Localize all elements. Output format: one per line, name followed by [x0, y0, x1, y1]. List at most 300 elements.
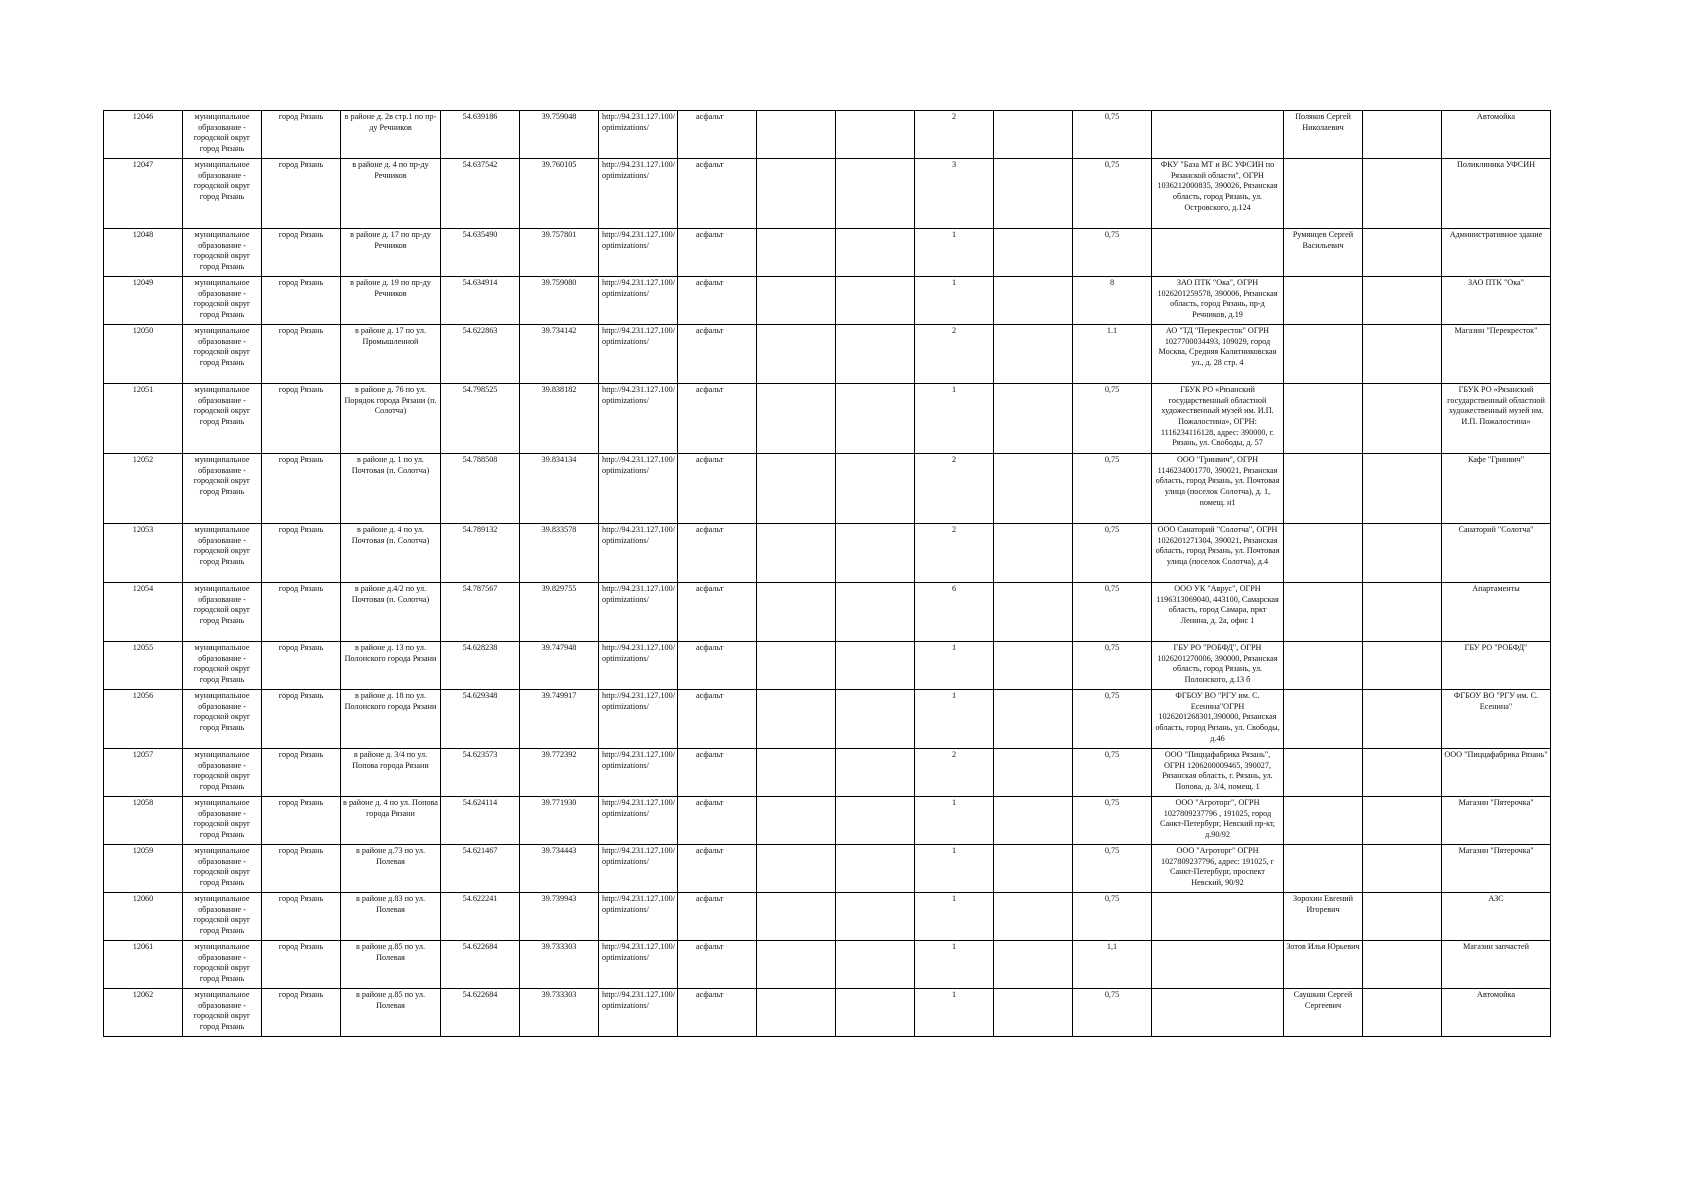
- owner-person-cell: [1284, 749, 1363, 797]
- surface-cell: асфальт: [678, 845, 757, 893]
- municipality-cell: муниципальное образование - городской округ город Рязань: [183, 384, 262, 454]
- longitude-cell: 39.757801: [520, 229, 599, 277]
- container-volume-cell: 0,75: [1073, 797, 1152, 845]
- owner-organization-cell: ООО Санаторий "Солотча", ОГРН 1026201271304, 390021, Рязанская область, город Рязань, ул. Почтовая улица (поселок Солотча), д.4: [1152, 524, 1284, 583]
- surface-cell: асфальт: [678, 690, 757, 749]
- owner-person-cell: [1284, 454, 1363, 524]
- location-cell: в районе д.85 по ул. Полевая: [341, 989, 441, 1037]
- container-volume-cell: 0,75: [1073, 583, 1152, 642]
- table-row: [104, 454, 1551, 524]
- empty-col-10-cell: [836, 797, 915, 845]
- surface-cell: асфальт: [678, 524, 757, 583]
- latitude-cell: 54.634914: [441, 277, 520, 325]
- latitude-cell: 54.622684: [441, 989, 520, 1037]
- empty-col-10-cell: [836, 583, 915, 642]
- municipality-cell: муниципальное образование - городской округ город Рязань: [183, 111, 262, 159]
- empty-col-10-cell: [836, 277, 915, 325]
- surface-cell: асфальт: [678, 893, 757, 941]
- container-volume-cell: 0,75: [1073, 642, 1152, 690]
- owner-person-cell: Румянцев Сергей Васильевич: [1284, 229, 1363, 277]
- container-volume-cell: 0,75: [1073, 893, 1152, 941]
- container-volume-cell: 0,75: [1073, 690, 1152, 749]
- table-row: [104, 583, 1551, 642]
- empty-col-12-cell: [994, 111, 1073, 159]
- container-count-cell: 3: [915, 159, 994, 229]
- latitude-cell: 54.628238: [441, 642, 520, 690]
- empty-col-10-cell: [836, 454, 915, 524]
- table-row: [104, 277, 1551, 325]
- container-volume-cell: 0,75: [1073, 989, 1152, 1037]
- container-count-cell: 1: [915, 989, 994, 1037]
- empty-col-10-cell: [836, 690, 915, 749]
- table-row: [104, 384, 1551, 454]
- surface-cell: асфальт: [678, 941, 757, 989]
- owner-organization-cell: ФКУ "База МТ и ВС УФСИН по Рязанской области", ОГРН 1036212000835, 390026, Рязанская область, город Рязань, ул. Островского, д.124: [1152, 159, 1284, 229]
- surface-cell: асфальт: [678, 277, 757, 325]
- owner-person-cell: [1284, 384, 1363, 454]
- city-cell: город Рязань: [262, 229, 341, 277]
- empty-col-9-cell: [757, 111, 836, 159]
- latitude-cell: 54.637542: [441, 159, 520, 229]
- container-volume-cell: 0,75: [1073, 524, 1152, 583]
- empty-col-10-cell: [836, 893, 915, 941]
- empty-col-9-cell: [757, 989, 836, 1037]
- table-row: [104, 845, 1551, 893]
- latitude-cell: 54.788508: [441, 454, 520, 524]
- map-link-cell[interactable]: http://94.231.127.100/optimizations/: [599, 583, 678, 642]
- empty-col-16-cell: [1363, 454, 1442, 524]
- location-cell: в районе д.73 по ул. Полевая: [341, 845, 441, 893]
- city-cell: город Рязань: [262, 583, 341, 642]
- longitude-cell: 39.829755: [520, 583, 599, 642]
- row-id-cell: 12048: [104, 229, 183, 277]
- container-volume-cell: 0,75: [1073, 229, 1152, 277]
- surface-cell: асфальт: [678, 797, 757, 845]
- empty-col-9-cell: [757, 941, 836, 989]
- empty-col-12-cell: [994, 325, 1073, 384]
- container-count-cell: 2: [915, 524, 994, 583]
- longitude-cell: 39.747948: [520, 642, 599, 690]
- location-cell: в районе д. 17 по пр-ду Речников: [341, 229, 441, 277]
- table-row: [104, 893, 1551, 941]
- owner-organization-cell: ООО УК "Аврус", ОГРН 1196313069040, 443100, Самарская область, город Самара, пркт Ленина, д. 2а, офис 1: [1152, 583, 1284, 642]
- map-link-cell[interactable]: http://94.231.127.100/optimizations/: [599, 159, 678, 229]
- longitude-cell: 39.833578: [520, 524, 599, 583]
- container-volume-cell: 0,75: [1073, 749, 1152, 797]
- map-link-cell[interactable]: http://94.231.127.100/optimizations/: [599, 749, 678, 797]
- location-cell: в районе д.4/2 по ул. Почтовая (п. Солотча): [341, 583, 441, 642]
- city-cell: город Рязань: [262, 159, 341, 229]
- location-cell: в районе д. 18 по ул. Полонского города Рязани: [341, 690, 441, 749]
- municipality-cell: муниципальное образование - городской округ город Рязань: [183, 583, 262, 642]
- empty-col-10-cell: [836, 749, 915, 797]
- owner-person-cell: Саушкин Сергей Сергеевич: [1284, 989, 1363, 1037]
- row-id-cell: 12057: [104, 749, 183, 797]
- owner-organization-cell: [1152, 989, 1284, 1037]
- empty-col-12-cell: [994, 384, 1073, 454]
- owner-person-cell: [1284, 642, 1363, 690]
- table-row: [104, 797, 1551, 845]
- empty-col-12-cell: [994, 749, 1073, 797]
- owner-person-cell: [1284, 690, 1363, 749]
- surface-cell: асфальт: [678, 989, 757, 1037]
- city-cell: город Рязань: [262, 797, 341, 845]
- empty-col-9-cell: [757, 583, 836, 642]
- empty-col-16-cell: [1363, 159, 1442, 229]
- owner-organization-cell: [1152, 893, 1284, 941]
- municipality-cell: муниципальное образование - городской округ город Рязань: [183, 642, 262, 690]
- municipality-cell: муниципальное образование - городской округ город Рязань: [183, 845, 262, 893]
- surface-cell: асфальт: [678, 111, 757, 159]
- municipality-cell: муниципальное образование - городской округ город Рязань: [183, 229, 262, 277]
- container-count-cell: 1: [915, 845, 994, 893]
- surface-cell: асфальт: [678, 159, 757, 229]
- city-cell: город Рязань: [262, 384, 341, 454]
- row-id-cell: 12051: [104, 384, 183, 454]
- city-cell: город Рязань: [262, 325, 341, 384]
- empty-col-10-cell: [836, 524, 915, 583]
- waste-source-cell: ЗАО ПТК "Ока": [1442, 277, 1551, 325]
- map-link-cell[interactable]: http://94.231.127.100/optimizations/: [599, 229, 678, 277]
- empty-col-10-cell: [836, 384, 915, 454]
- row-id-cell: 12060: [104, 893, 183, 941]
- row-id-cell: 12053: [104, 524, 183, 583]
- table-row: [104, 111, 1551, 159]
- owner-person-cell: [1284, 325, 1363, 384]
- location-cell: в районе д. 17 по ул. Промышленной: [341, 325, 441, 384]
- waste-source-cell: ФГБОУ ВО "РГУ им. С. Есенина": [1442, 690, 1551, 749]
- container-count-cell: 2: [915, 325, 994, 384]
- owner-organization-cell: [1152, 111, 1284, 159]
- longitude-cell: 39.734443: [520, 845, 599, 893]
- map-link-cell[interactable]: http://94.231.127.100/optimizations/: [599, 989, 678, 1037]
- municipality-cell: муниципальное образование - городской округ город Рязань: [183, 749, 262, 797]
- empty-col-10-cell: [836, 642, 915, 690]
- waste-source-cell: Автомойка: [1442, 989, 1551, 1037]
- owner-person-cell: [1284, 159, 1363, 229]
- table-row: [104, 690, 1551, 749]
- container-volume-cell: 8: [1073, 277, 1152, 325]
- container-volume-cell: 0,75: [1073, 454, 1152, 524]
- container-volume-cell: 0,75: [1073, 159, 1152, 229]
- container-count-cell: 6: [915, 583, 994, 642]
- empty-col-12-cell: [994, 941, 1073, 989]
- location-cell: в районе д. 4 по ул. Почтовая (п. Солотча): [341, 524, 441, 583]
- waste-source-cell: Санаторий "Солотча": [1442, 524, 1551, 583]
- empty-col-12-cell: [994, 989, 1073, 1037]
- container-count-cell: 1: [915, 384, 994, 454]
- waste-source-cell: ГБУК РО «Рязанский государственный областной художественный музей им. И.П. Пожалостина»: [1442, 384, 1551, 454]
- municipality-cell: муниципальное образование - городской округ город Рязань: [183, 277, 262, 325]
- location-cell: в районе д.83 по ул. Полевая: [341, 893, 441, 941]
- municipality-cell: муниципальное образование - городской округ город Рязань: [183, 893, 262, 941]
- map-link-cell[interactable]: http://94.231.127.100/optimizations/: [599, 642, 678, 690]
- table-row: [104, 325, 1551, 384]
- longitude-cell: 39.759080: [520, 277, 599, 325]
- table-row: [104, 229, 1551, 277]
- map-link-cell[interactable]: http://94.231.127.100/optimizations/: [599, 384, 678, 454]
- surface-cell: асфальт: [678, 749, 757, 797]
- table-row: [104, 749, 1551, 797]
- row-id-cell: 12058: [104, 797, 183, 845]
- empty-col-9-cell: [757, 325, 836, 384]
- owner-organization-cell: ООО "Гринвич", ОГРН 1146234001770, 390021, Рязанская область, город Рязань, ул. Почтовая улица (поселок Солотча), д. 1, помещ. н1: [1152, 454, 1284, 524]
- longitude-cell: 39.838182: [520, 384, 599, 454]
- container-count-cell: 2: [915, 749, 994, 797]
- owner-person-cell: [1284, 845, 1363, 893]
- latitude-cell: 54.798525: [441, 384, 520, 454]
- municipality-cell: муниципальное образование - городской округ город Рязань: [183, 941, 262, 989]
- empty-col-9-cell: [757, 642, 836, 690]
- surface-cell: асфальт: [678, 642, 757, 690]
- waste-source-cell: Апартаменты: [1442, 583, 1551, 642]
- owner-organization-cell: ООО "Агроторг" ОГРН 1027809237796, адрес: 191025, г Санкт-Петербург, проспект Невский, 90/92: [1152, 845, 1284, 893]
- table-row: [104, 159, 1551, 229]
- waste-source-cell: Магазин "Перекресток": [1442, 325, 1551, 384]
- city-cell: город Рязань: [262, 845, 341, 893]
- waste-source-cell: АЗС: [1442, 893, 1551, 941]
- table-row: [104, 524, 1551, 583]
- empty-col-12-cell: [994, 893, 1073, 941]
- longitude-cell: 39.734142: [520, 325, 599, 384]
- location-cell: в районе д. 2в стр.1 по пр-ду Речников: [341, 111, 441, 159]
- longitude-cell: 39.739943: [520, 893, 599, 941]
- empty-col-10-cell: [836, 159, 915, 229]
- row-id-cell: 12059: [104, 845, 183, 893]
- empty-col-12-cell: [994, 583, 1073, 642]
- surface-cell: асфальт: [678, 583, 757, 642]
- empty-col-12-cell: [994, 277, 1073, 325]
- waste-source-cell: Кафе "Гринвич": [1442, 454, 1551, 524]
- row-id-cell: 12050: [104, 325, 183, 384]
- empty-col-12-cell: [994, 159, 1073, 229]
- city-cell: город Рязань: [262, 893, 341, 941]
- empty-col-9-cell: [757, 893, 836, 941]
- city-cell: город Рязань: [262, 989, 341, 1037]
- latitude-cell: 54.623573: [441, 749, 520, 797]
- owner-organization-cell: ЗАО ПТК "Ока", ОГРН 1026201259578, 390006, Рязанская область, город Рязань, пр-д Речников, д.19: [1152, 277, 1284, 325]
- container-count-cell: 1: [915, 642, 994, 690]
- waste-source-cell: ГБУ РО "РОБФД": [1442, 642, 1551, 690]
- owner-organization-cell: ФГБОУ ВО "РГУ им. С. Есенина"ОГРН 1026201268301,390000, Рязанская область, город Рязань, ул. Свободы, д.46: [1152, 690, 1284, 749]
- municipality-cell: муниципальное образование - городской округ город Рязань: [183, 989, 262, 1037]
- waste-source-cell: Автомойка: [1442, 111, 1551, 159]
- location-cell: в районе д. 13 по ул. Полонского города Рязани: [341, 642, 441, 690]
- latitude-cell: 54.621467: [441, 845, 520, 893]
- owner-organization-cell: [1152, 941, 1284, 989]
- container-volume-cell: 1,1: [1073, 941, 1152, 989]
- surface-cell: асфальт: [678, 325, 757, 384]
- longitude-cell: 39.771930: [520, 797, 599, 845]
- empty-col-9-cell: [757, 384, 836, 454]
- row-id-cell: 12047: [104, 159, 183, 229]
- empty-col-16-cell: [1363, 111, 1442, 159]
- longitude-cell: 39.759048: [520, 111, 599, 159]
- empty-col-9-cell: [757, 277, 836, 325]
- row-id-cell: 12049: [104, 277, 183, 325]
- waste-source-cell: Административное здание: [1442, 229, 1551, 277]
- row-id-cell: 12056: [104, 690, 183, 749]
- municipality-cell: муниципальное образование - городской округ город Рязань: [183, 690, 262, 749]
- waste-source-cell: Магазин "Пятерочка": [1442, 845, 1551, 893]
- longitude-cell: 39.733303: [520, 941, 599, 989]
- map-link-cell[interactable]: http://94.231.127.100/optimizations/: [599, 277, 678, 325]
- container-count-cell: 1: [915, 941, 994, 989]
- container-count-cell: 2: [915, 454, 994, 524]
- owner-person-cell: [1284, 583, 1363, 642]
- empty-col-16-cell: [1363, 749, 1442, 797]
- empty-col-16-cell: [1363, 583, 1442, 642]
- empty-col-16-cell: [1363, 845, 1442, 893]
- empty-col-9-cell: [757, 229, 836, 277]
- latitude-cell: 54.639186: [441, 111, 520, 159]
- waste-source-cell: Поликлиника УФСИН: [1442, 159, 1551, 229]
- owner-organization-cell: ГБУК РО «Рязанский государственный областной художественный музей им. И.П. Пожалостина», ОГРН: 1116234116128, адрес: 390000, г. Рязань, ул. Свободы, д. 57: [1152, 384, 1284, 454]
- owner-person-cell: [1284, 524, 1363, 583]
- row-id-cell: 12052: [104, 454, 183, 524]
- empty-col-10-cell: [836, 229, 915, 277]
- empty-col-12-cell: [994, 454, 1073, 524]
- location-cell: в районе д. 4 по ул. Попова города Рязани: [341, 797, 441, 845]
- empty-col-16-cell: [1363, 524, 1442, 583]
- empty-col-16-cell: [1363, 797, 1442, 845]
- surface-cell: асфальт: [678, 229, 757, 277]
- location-cell: в районе д.85 по ул. Полевая: [341, 941, 441, 989]
- container-count-cell: 1: [915, 797, 994, 845]
- container-count-cell: 1: [915, 277, 994, 325]
- empty-col-10-cell: [836, 941, 915, 989]
- empty-col-10-cell: [836, 845, 915, 893]
- longitude-cell: 39.834134: [520, 454, 599, 524]
- waste-source-cell: ООО "Пиццафабрика Рязань": [1442, 749, 1551, 797]
- municipality-cell: муниципальное образование - городской округ город Рязань: [183, 325, 262, 384]
- location-cell: в районе д. 3/4 по ул. Попова города Рязани: [341, 749, 441, 797]
- empty-col-12-cell: [994, 690, 1073, 749]
- row-id-cell: 12061: [104, 941, 183, 989]
- latitude-cell: 54.635490: [441, 229, 520, 277]
- owner-person-cell: [1284, 797, 1363, 845]
- city-cell: город Рязань: [262, 454, 341, 524]
- city-cell: город Рязань: [262, 524, 341, 583]
- empty-col-9-cell: [757, 749, 836, 797]
- owner-organization-cell: [1152, 229, 1284, 277]
- latitude-cell: 54.789132: [441, 524, 520, 583]
- empty-col-16-cell: [1363, 325, 1442, 384]
- empty-col-16-cell: [1363, 893, 1442, 941]
- owner-organization-cell: АО "ТД "Перекресток" ОГРН 1027700034493, 109029, город Москва, Средняя Калитниковская ул., д. 28 стр. 4: [1152, 325, 1284, 384]
- empty-col-12-cell: [994, 524, 1073, 583]
- surface-cell: асфальт: [678, 384, 757, 454]
- empty-col-16-cell: [1363, 229, 1442, 277]
- municipality-cell: муниципальное образование - городской округ город Рязань: [183, 797, 262, 845]
- empty-col-16-cell: [1363, 941, 1442, 989]
- location-cell: в районе д. 1 по ул. Почтовая (п. Солотча): [341, 454, 441, 524]
- latitude-cell: 54.787567: [441, 583, 520, 642]
- owner-organization-cell: ООО "Агроторг", ОГРН 1027809237796 , 191025, город Санкт-Петербург, Невский пр-кт, д.90/92: [1152, 797, 1284, 845]
- owner-organization-cell: ООО "Пиццафабрика Рязань", ОГРН 1206200009465, 390027, Рязанская область, г. Рязань, ул. Попова, д. 3/4, помещ. 1: [1152, 749, 1284, 797]
- waste-source-cell: Магазин запчастей: [1442, 941, 1551, 989]
- empty-col-9-cell: [757, 797, 836, 845]
- container-count-cell: 1: [915, 229, 994, 277]
- container-count-cell: 1: [915, 690, 994, 749]
- empty-col-16-cell: [1363, 642, 1442, 690]
- empty-col-16-cell: [1363, 690, 1442, 749]
- empty-col-16-cell: [1363, 989, 1442, 1037]
- waste-source-cell: Магазин "Пятерочка": [1442, 797, 1551, 845]
- longitude-cell: 39.772392: [520, 749, 599, 797]
- row-id-cell: 12054: [104, 583, 183, 642]
- map-link-cell[interactable]: http://94.231.127.100/optimizations/: [599, 325, 678, 384]
- latitude-cell: 54.622684: [441, 941, 520, 989]
- row-id-cell: 12062: [104, 989, 183, 1037]
- map-link-cell[interactable]: http://94.231.127.100/optimizations/: [599, 524, 678, 583]
- owner-person-cell: Зотов Илья Юрьевич: [1284, 941, 1363, 989]
- municipality-cell: муниципальное образование - городской округ город Рязань: [183, 454, 262, 524]
- row-id-cell: 12055: [104, 642, 183, 690]
- city-cell: город Рязань: [262, 690, 341, 749]
- registry-table: [103, 110, 1551, 1037]
- longitude-cell: 39.749917: [520, 690, 599, 749]
- empty-col-12-cell: [994, 642, 1073, 690]
- location-cell: в районе д. 76 по ул. Порядок города Рязани (п. Солотча): [341, 384, 441, 454]
- city-cell: город Рязань: [262, 749, 341, 797]
- container-volume-cell: 0,75: [1073, 111, 1152, 159]
- container-volume-cell: 1.1: [1073, 325, 1152, 384]
- map-link-cell[interactable]: http://94.231.127.100/optimizations/: [599, 454, 678, 524]
- owner-person-cell: Поляков Сергей Николаевич: [1284, 111, 1363, 159]
- table-row: [104, 642, 1551, 690]
- container-volume-cell: 0,75: [1073, 384, 1152, 454]
- table-row: [104, 989, 1551, 1037]
- map-link-cell[interactable]: http://94.231.127.100/optimizations/: [599, 941, 678, 989]
- map-link-cell[interactable]: http://94.231.127.100/optimizations/: [599, 690, 678, 749]
- empty-col-9-cell: [757, 690, 836, 749]
- owner-organization-cell: ГБУ РО "РОБФД", ОГРН 1026201270006, 390000, Рязанская область, город Рязань, ул. Полонского, д.13 б: [1152, 642, 1284, 690]
- city-cell: город Рязань: [262, 277, 341, 325]
- empty-col-12-cell: [994, 797, 1073, 845]
- empty-col-12-cell: [994, 845, 1073, 893]
- longitude-cell: 39.760105: [520, 159, 599, 229]
- container-count-cell: 1: [915, 893, 994, 941]
- empty-col-10-cell: [836, 989, 915, 1037]
- latitude-cell: 54.622241: [441, 893, 520, 941]
- city-cell: город Рязань: [262, 642, 341, 690]
- container-volume-cell: 0,75: [1073, 845, 1152, 893]
- empty-col-10-cell: [836, 111, 915, 159]
- empty-col-10-cell: [836, 325, 915, 384]
- empty-col-12-cell: [994, 229, 1073, 277]
- surface-cell: асфальт: [678, 454, 757, 524]
- owner-person-cell: [1284, 277, 1363, 325]
- municipality-cell: муниципальное образование - городской округ город Рязань: [183, 524, 262, 583]
- map-link-cell[interactable]: http://94.231.127.100/optimizations/: [599, 797, 678, 845]
- container-count-cell: 2: [915, 111, 994, 159]
- city-cell: город Рязань: [262, 941, 341, 989]
- longitude-cell: 39.733303: [520, 989, 599, 1037]
- empty-col-16-cell: [1363, 277, 1442, 325]
- city-cell: город Рязань: [262, 111, 341, 159]
- map-link-cell[interactable]: http://94.231.127.100/optimizations/: [599, 111, 678, 159]
- municipality-cell: муниципальное образование - городской округ город Рязань: [183, 159, 262, 229]
- empty-col-16-cell: [1363, 384, 1442, 454]
- empty-col-9-cell: [757, 454, 836, 524]
- owner-person-cell: Зорохин Евгений Игоревич: [1284, 893, 1363, 941]
- map-link-cell[interactable]: http://94.231.127.100/optimizations/: [599, 845, 678, 893]
- latitude-cell: 54.629348: [441, 690, 520, 749]
- latitude-cell: 54.622863: [441, 325, 520, 384]
- empty-col-9-cell: [757, 159, 836, 229]
- map-link-cell[interactable]: http://94.231.127.100/optimizations/: [599, 893, 678, 941]
